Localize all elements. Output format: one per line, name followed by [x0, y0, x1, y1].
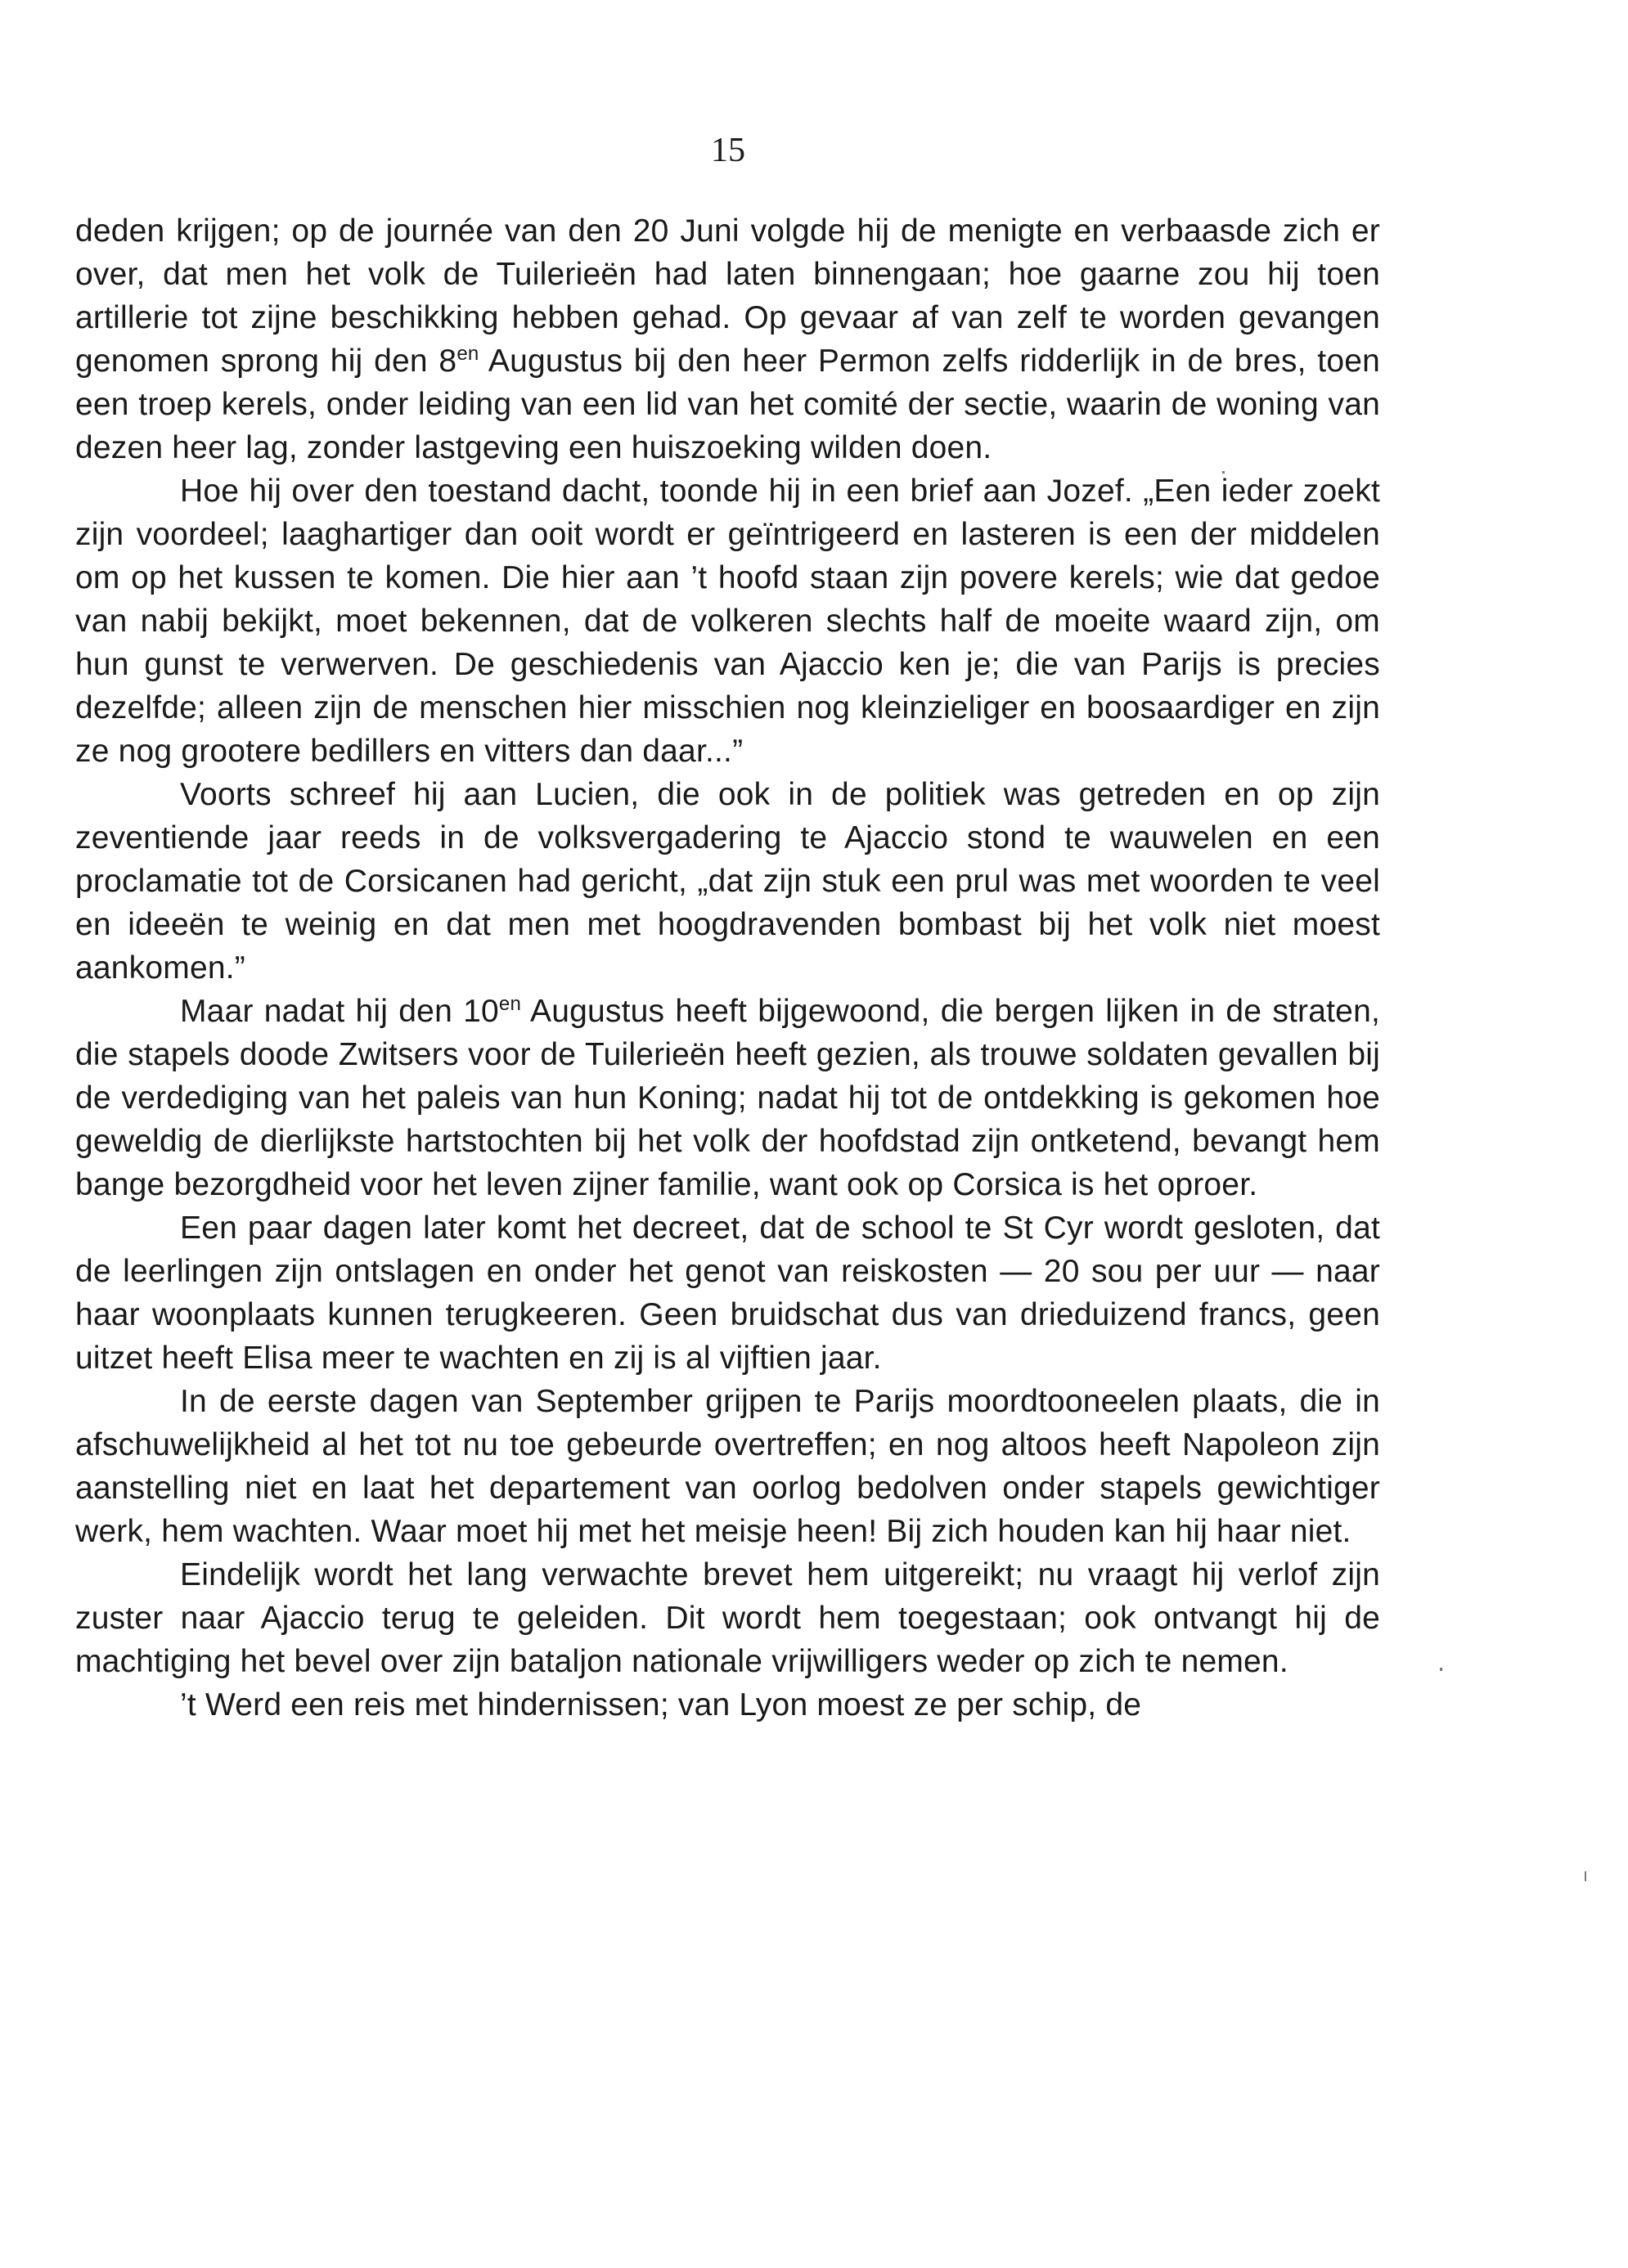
body-text — [75, 209, 1380, 1727]
text-run: Eindelijk wordt het lang verwachte brevet hem uitgereikt; nu vraagt hij verlof zijn zuster naar Ajaccio terug te geleiden. Dit wordt hem toegestaan; ook ontvangt hij de machtiging het bevel over zijn bataljon nationale vrijwilligers weder op zich te nemen. — [75, 1557, 1380, 1679]
text-run: Een paar dagen later komt het decreet, dat de school te St Cyr wordt gesloten, dat de leerlingen zijn ontslagen en onder het genot van reiskosten — 20 sou per uur — naar haar woonplaats kunnen terugkeeren. Geen bruidschat dus van drieduizend francs, geen uitzet heeft Elisa meer te wachten en zij is al vijftien jaar. — [75, 1210, 1380, 1376]
scan-speck — [1222, 471, 1225, 474]
paragraph — [75, 990, 1380, 1206]
text-run: Maar nadat hij den 10 — [180, 994, 499, 1029]
paragraph — [75, 1553, 1380, 1683]
text-run: Augustus heeft bijgewoond, die bergen lijken in de straten, die stapels doode Zwitsers voor de Tuilerieën heeft gezien, als trouwe soldaten gevallen bij de verdediging van het paleis van hun Koning; nadat hij tot de ontdekking is gekomen hoe geweldig de dierlijkste hartstochten bij het volk der hoofdstad zijn ontketend, bevangt hem bange bezorgdheid voor het leven zijner familie, want ook op Corsica is het oproer. — [75, 994, 1380, 1202]
text-run: deden krijgen; op de journée van den 20 Juni volgde hij de menigte en verbaasde zich er over, dat men het volk de Tuilerieën had laten binnengaan; hoe gaarne zou hij toen artillerie tot zijne beschikking hebben gehad. Op gevaar af van zelf te worden gevangen genomen sprong hij den 8 — [75, 213, 1380, 379]
paragraph — [75, 1683, 1380, 1727]
text-run: Voorts schreef hij aan Lucien, die ook in de politiek was getreden en op zijn zeventiende jaar reeds in de volksvergadering te Ajaccio stond te wauwelen en een proclamatie tot de Corsicanen had gericht, „dat zijn stuk een prul was met woorden te veel en ideeën te weinig en dat men met hoogdravenden bombast bij het volk niet moest aankomen.” — [75, 777, 1380, 986]
superscript: en — [498, 993, 521, 1015]
scan-speck — [1585, 1871, 1586, 1881]
text-run: In de eerste dagen van September grijpen te Parijs moordtooneelen plaats, die in afschuwelijkheid al het tot nu toe gebeurde overtreffen; en nog altoos heeft Napoleon zijn aanstelling niet en laat het departement van oorlog bedolven onder stapels gewichtiger werk, hem wachten. Waar moet hij met het meisje heen! Bij zich houden kan hij haar niet. — [75, 1384, 1380, 1549]
scan-speck — [1440, 1668, 1442, 1671]
paragraph — [75, 209, 1380, 469]
text-run: Augustus bij den heer Permon zelfs ridderlijk in de bres, toen een troep kerels, onder leiding van een lid van het comité der sectie, waarin de woning van dezen heer lag, zonder lastgeving een huiszoeking wilden doen. — [75, 344, 1381, 465]
page-number: 15 — [711, 132, 745, 169]
text-run: ’t Werd een reis met hindernissen; van Lyon moest ze per schip, de — [180, 1687, 1142, 1722]
paragraph — [75, 469, 1380, 773]
text-run: Hoe hij over den toestand dacht, toonde hij in een brief aan Jozef. „Een ieder zoekt zijn voordeel; laaghartiger dan ooit wordt er geïntrigeerd en lasteren is een der middelen om op het kussen te komen. Die hier aan ’t hoofd staan zijn povere kerels; wie dat gedoe van nabij bekijkt, moet bekennen, dat de volkeren slechts half de moeite waard zijn, om hun gunst te verwerven. De geschiedenis van Ajaccio ken je; die van Parijs is precies dezelfde; alleen zijn de menschen hier misschien nog kleinzieliger en boosaardiger en zijn ze nog grootere bedillers en vitters dan daar...” — [75, 474, 1380, 769]
paragraph — [75, 773, 1380, 990]
superscript: en — [456, 343, 479, 365]
paragraph — [75, 1380, 1380, 1553]
paragraph — [75, 1206, 1380, 1380]
